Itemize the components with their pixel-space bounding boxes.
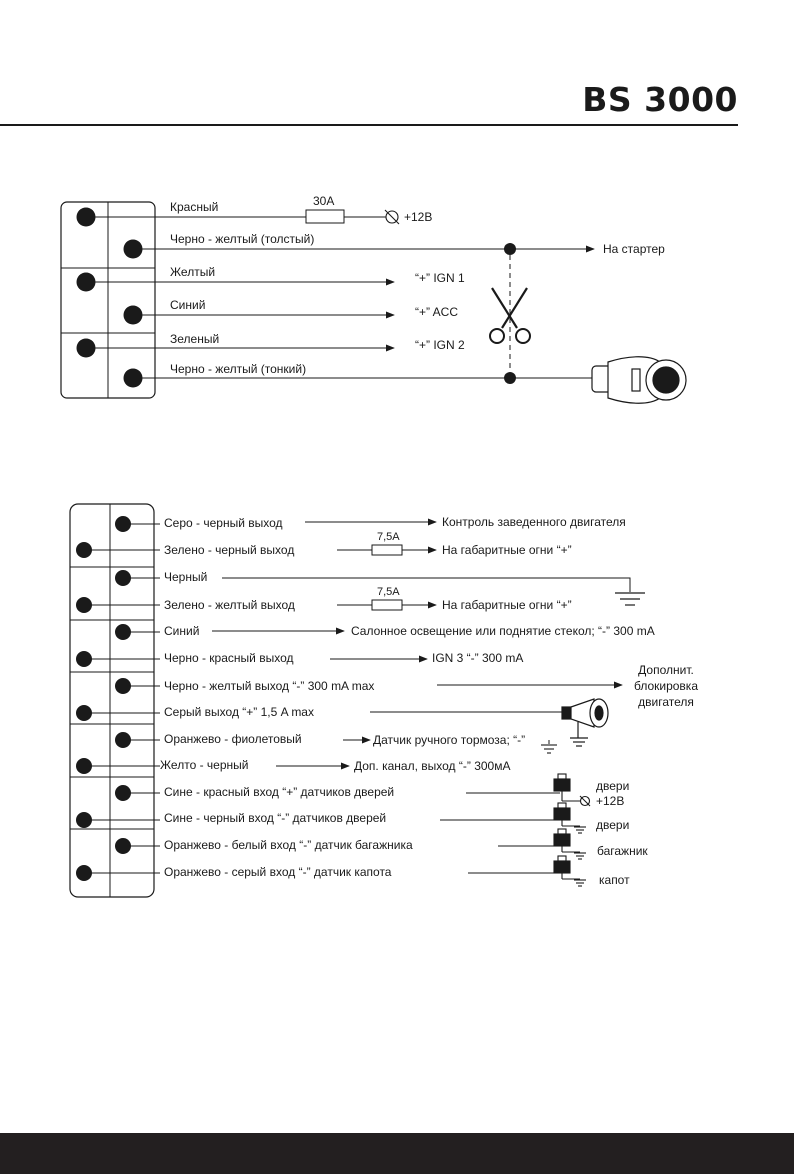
bottom-wire-8-label: Серый выход “+” 1,5 A max xyxy=(164,705,314,719)
junction-dot xyxy=(504,243,516,255)
footer-bar xyxy=(0,1133,794,1174)
fuse-7-5a xyxy=(372,600,402,610)
scissors-icon xyxy=(490,288,530,343)
top-connector xyxy=(61,202,155,398)
bottom-wire-5-target: Салонное освещение или поднятие стекол; “-” 300 mA xyxy=(351,624,655,638)
bottom-wire-9-target: Датчик ручного тормоза; “-” xyxy=(373,733,526,747)
bottom-wire-6-target: IGN 3 “-” 300 mA xyxy=(432,651,524,665)
bottom-connector-body xyxy=(70,504,154,897)
bottom-wire-3-label: Черный xyxy=(164,570,208,584)
top-wire-2-label: Черно - желтый (толстый) xyxy=(170,232,315,246)
bottom-wire-13-label: Оранжево - белый вход “-” датчик багажника xyxy=(164,838,413,852)
hood-switch-icon xyxy=(554,856,586,886)
bottom-wire-1-target: Контроль заведенного двигателя xyxy=(442,515,626,529)
fuse-30a xyxy=(306,210,344,223)
top-wire-1-label: Красный xyxy=(170,200,219,214)
bottom-wire-7-target-line-2: блокировка xyxy=(633,679,699,693)
bottom-wire-12-label: Сине - черный вход “-” датчиков дверей xyxy=(164,811,387,825)
bottom-wire-14-label: Оранжево - серый вход “-” датчик капота xyxy=(164,865,392,879)
bottom-wire-11-label: Сине - красный вход “+” датчиков дверей xyxy=(164,785,395,799)
top-wire-4-label: Синий xyxy=(170,298,206,312)
ignition-lock-icon xyxy=(592,357,686,404)
bottom-wire-2-label: Зелено - черный выход xyxy=(164,543,295,557)
top-wire-2-target: На стартер xyxy=(603,242,665,256)
bottom-wire-2-target: На габаритные огни “+” xyxy=(442,543,572,557)
bottom-wire-5-label: Синий xyxy=(164,624,200,638)
bottom-wire-7-target-line-3: двигателя xyxy=(638,695,694,709)
top-wire-5-label: Зеленый xyxy=(170,332,220,346)
model-title: BS 3000 xyxy=(582,80,738,119)
bottom-wire-10-target: Доп. канал, выход “-” 300мА xyxy=(354,759,511,773)
top-wire-3-label: Желтый xyxy=(170,265,216,279)
switch-trunk-label: багажник xyxy=(597,844,648,858)
bottom-wire-4-target: На габаритные огни “+” xyxy=(442,598,572,612)
switch-doors-plus-line-1: двери xyxy=(596,779,630,793)
ground-icon xyxy=(615,593,645,605)
top-wire-6-label: Черно - желтый (тонкий) xyxy=(170,362,307,376)
bottom-wire-3-line xyxy=(222,578,630,592)
bottom-wire-6-label: Черно - красный выход xyxy=(164,651,294,665)
top-wire-5-target: “+” IGN 2 xyxy=(415,338,465,352)
bottom-wire-4-label: Зелено - желтый выход xyxy=(164,598,295,612)
bottom-wire-1-label: Серо - черный выход xyxy=(164,516,283,530)
fuse-7-5a xyxy=(372,545,402,555)
fuse-label: 7,5A xyxy=(377,531,400,543)
siren-icon xyxy=(562,699,608,746)
top-wire-4-target: “+” ACC xyxy=(415,305,459,319)
top-wire-1-target: +12В xyxy=(404,210,433,224)
bottom-wire-9-label: Оранжево - фиолетовый xyxy=(164,732,302,746)
bottom-pins xyxy=(76,516,131,881)
fuse-label: 30A xyxy=(313,194,335,208)
junction-dot xyxy=(504,372,516,384)
bottom-wire-10-label: Желто - черный xyxy=(160,758,249,772)
top-wire-3-target: “+” IGN 1 xyxy=(415,271,465,285)
bottom-connector xyxy=(70,504,154,897)
switch-doors-plus-line-2: +12В xyxy=(596,794,625,808)
fuse-label: 7,5A xyxy=(377,586,400,598)
ground-icon xyxy=(541,745,557,753)
bottom-wire-7-label: Черно - желтый выход “-” 300 mA max xyxy=(164,679,375,693)
door-switch-plus-icon xyxy=(554,774,590,806)
switch-hood-label: капот xyxy=(599,873,630,887)
switch-doors-minus-label: двери xyxy=(596,818,630,832)
terminal-cross-icon xyxy=(385,210,399,224)
bottom-wire-7-target-line-1: Дополнит. xyxy=(638,663,694,677)
